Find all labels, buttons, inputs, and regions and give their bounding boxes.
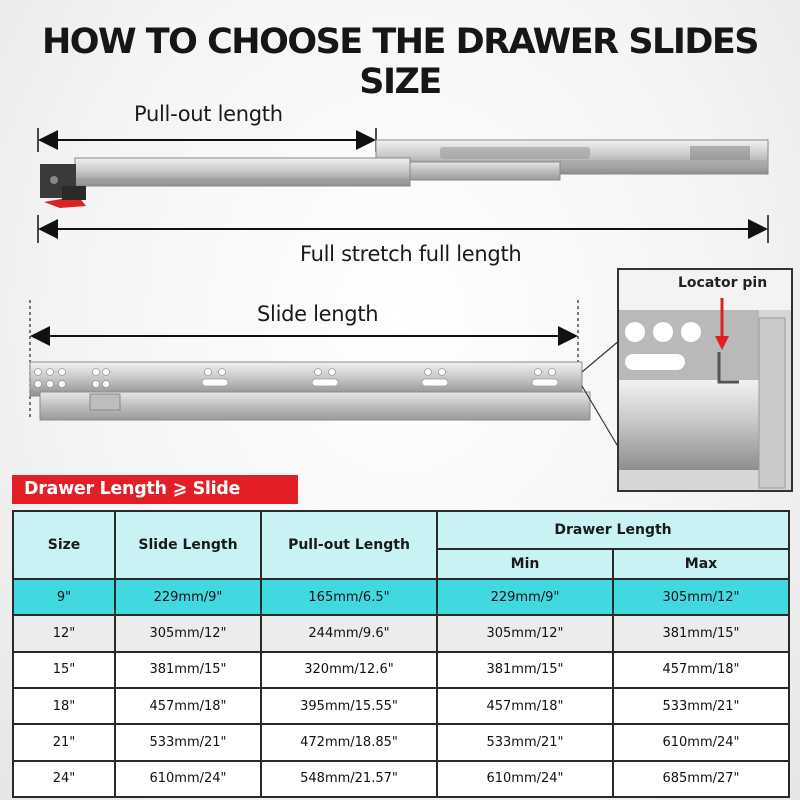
cell-size: 12" [13, 615, 115, 651]
cell-slide-length: 610mm/24" [115, 761, 261, 797]
size-table [12, 510, 790, 798]
locator-pin-inset [617, 268, 793, 492]
extended-slide-image [40, 140, 768, 208]
locator-pin-label: Locator pin [678, 275, 768, 291]
pull-out-length-label: Pull-out length [134, 102, 283, 126]
cell-size: 24" [13, 761, 115, 797]
drawer-length-rule-badge: Drawer Length ⩾ Slide [12, 475, 298, 504]
cell-size: 21" [13, 724, 115, 760]
full-stretch-dimension [38, 215, 768, 243]
cell-drawer-min: 305mm/12" [437, 615, 613, 651]
cell-drawer-min: 229mm/9" [437, 579, 613, 615]
cell-drawer-max: 457mm/18" [613, 652, 789, 688]
cell-size: 15" [13, 652, 115, 688]
cell-drawer-min: 381mm/15" [437, 652, 613, 688]
page-title: HOW TO CHOOSE THE DRAWER SLIDES SIZE [41, 22, 759, 102]
table-row [13, 652, 789, 688]
cell-pull-out-length: 165mm/6.5" [261, 579, 437, 615]
cell-drawer-max: 381mm/15" [613, 615, 789, 651]
closed-slide-image [30, 340, 620, 450]
cell-pull-out-length: 548mm/21.57" [261, 761, 437, 797]
cell-pull-out-length: 320mm/12.6" [261, 652, 437, 688]
cell-slide-length: 305mm/12" [115, 615, 261, 651]
header-min: Min [437, 549, 613, 579]
cell-drawer-max: 610mm/24" [613, 724, 789, 760]
table-row [13, 615, 789, 651]
cell-slide-length: 381mm/15" [115, 652, 261, 688]
cell-slide-length: 457mm/18" [115, 688, 261, 724]
cell-slide-length: 229mm/9" [115, 579, 261, 615]
cell-size: 9" [13, 579, 115, 615]
cell-drawer-min: 457mm/18" [437, 688, 613, 724]
header-pull-out-length: Pull-out Length [261, 511, 437, 579]
header-drawer-length: Drawer Length [437, 511, 789, 549]
cell-drawer-max: 685mm/27" [613, 761, 789, 797]
cell-pull-out-length: 244mm/9.6" [261, 615, 437, 651]
table-row [13, 761, 789, 797]
header-size: Size [13, 511, 115, 579]
table-row [13, 724, 789, 760]
cell-drawer-min: 533mm/21" [437, 724, 613, 760]
cell-pull-out-length: 472mm/18.85" [261, 724, 437, 760]
cell-pull-out-length: 395mm/15.55" [261, 688, 437, 724]
cell-drawer-max: 305mm/12" [613, 579, 789, 615]
locator-pin-detail [619, 270, 793, 492]
cell-slide-length: 533mm/21" [115, 724, 261, 760]
slide-length-label: Slide length [257, 302, 379, 326]
header-max: Max [613, 549, 789, 579]
full-stretch-length-label: Full stretch full length [300, 242, 522, 266]
table-row [13, 579, 789, 615]
cell-drawer-max: 533mm/21" [613, 688, 789, 724]
table-row [13, 688, 789, 724]
pull-out-dimension [38, 128, 376, 152]
header-slide-length: Slide Length [115, 511, 261, 579]
cell-size: 18" [13, 688, 115, 724]
cell-drawer-min: 610mm/24" [437, 761, 613, 797]
